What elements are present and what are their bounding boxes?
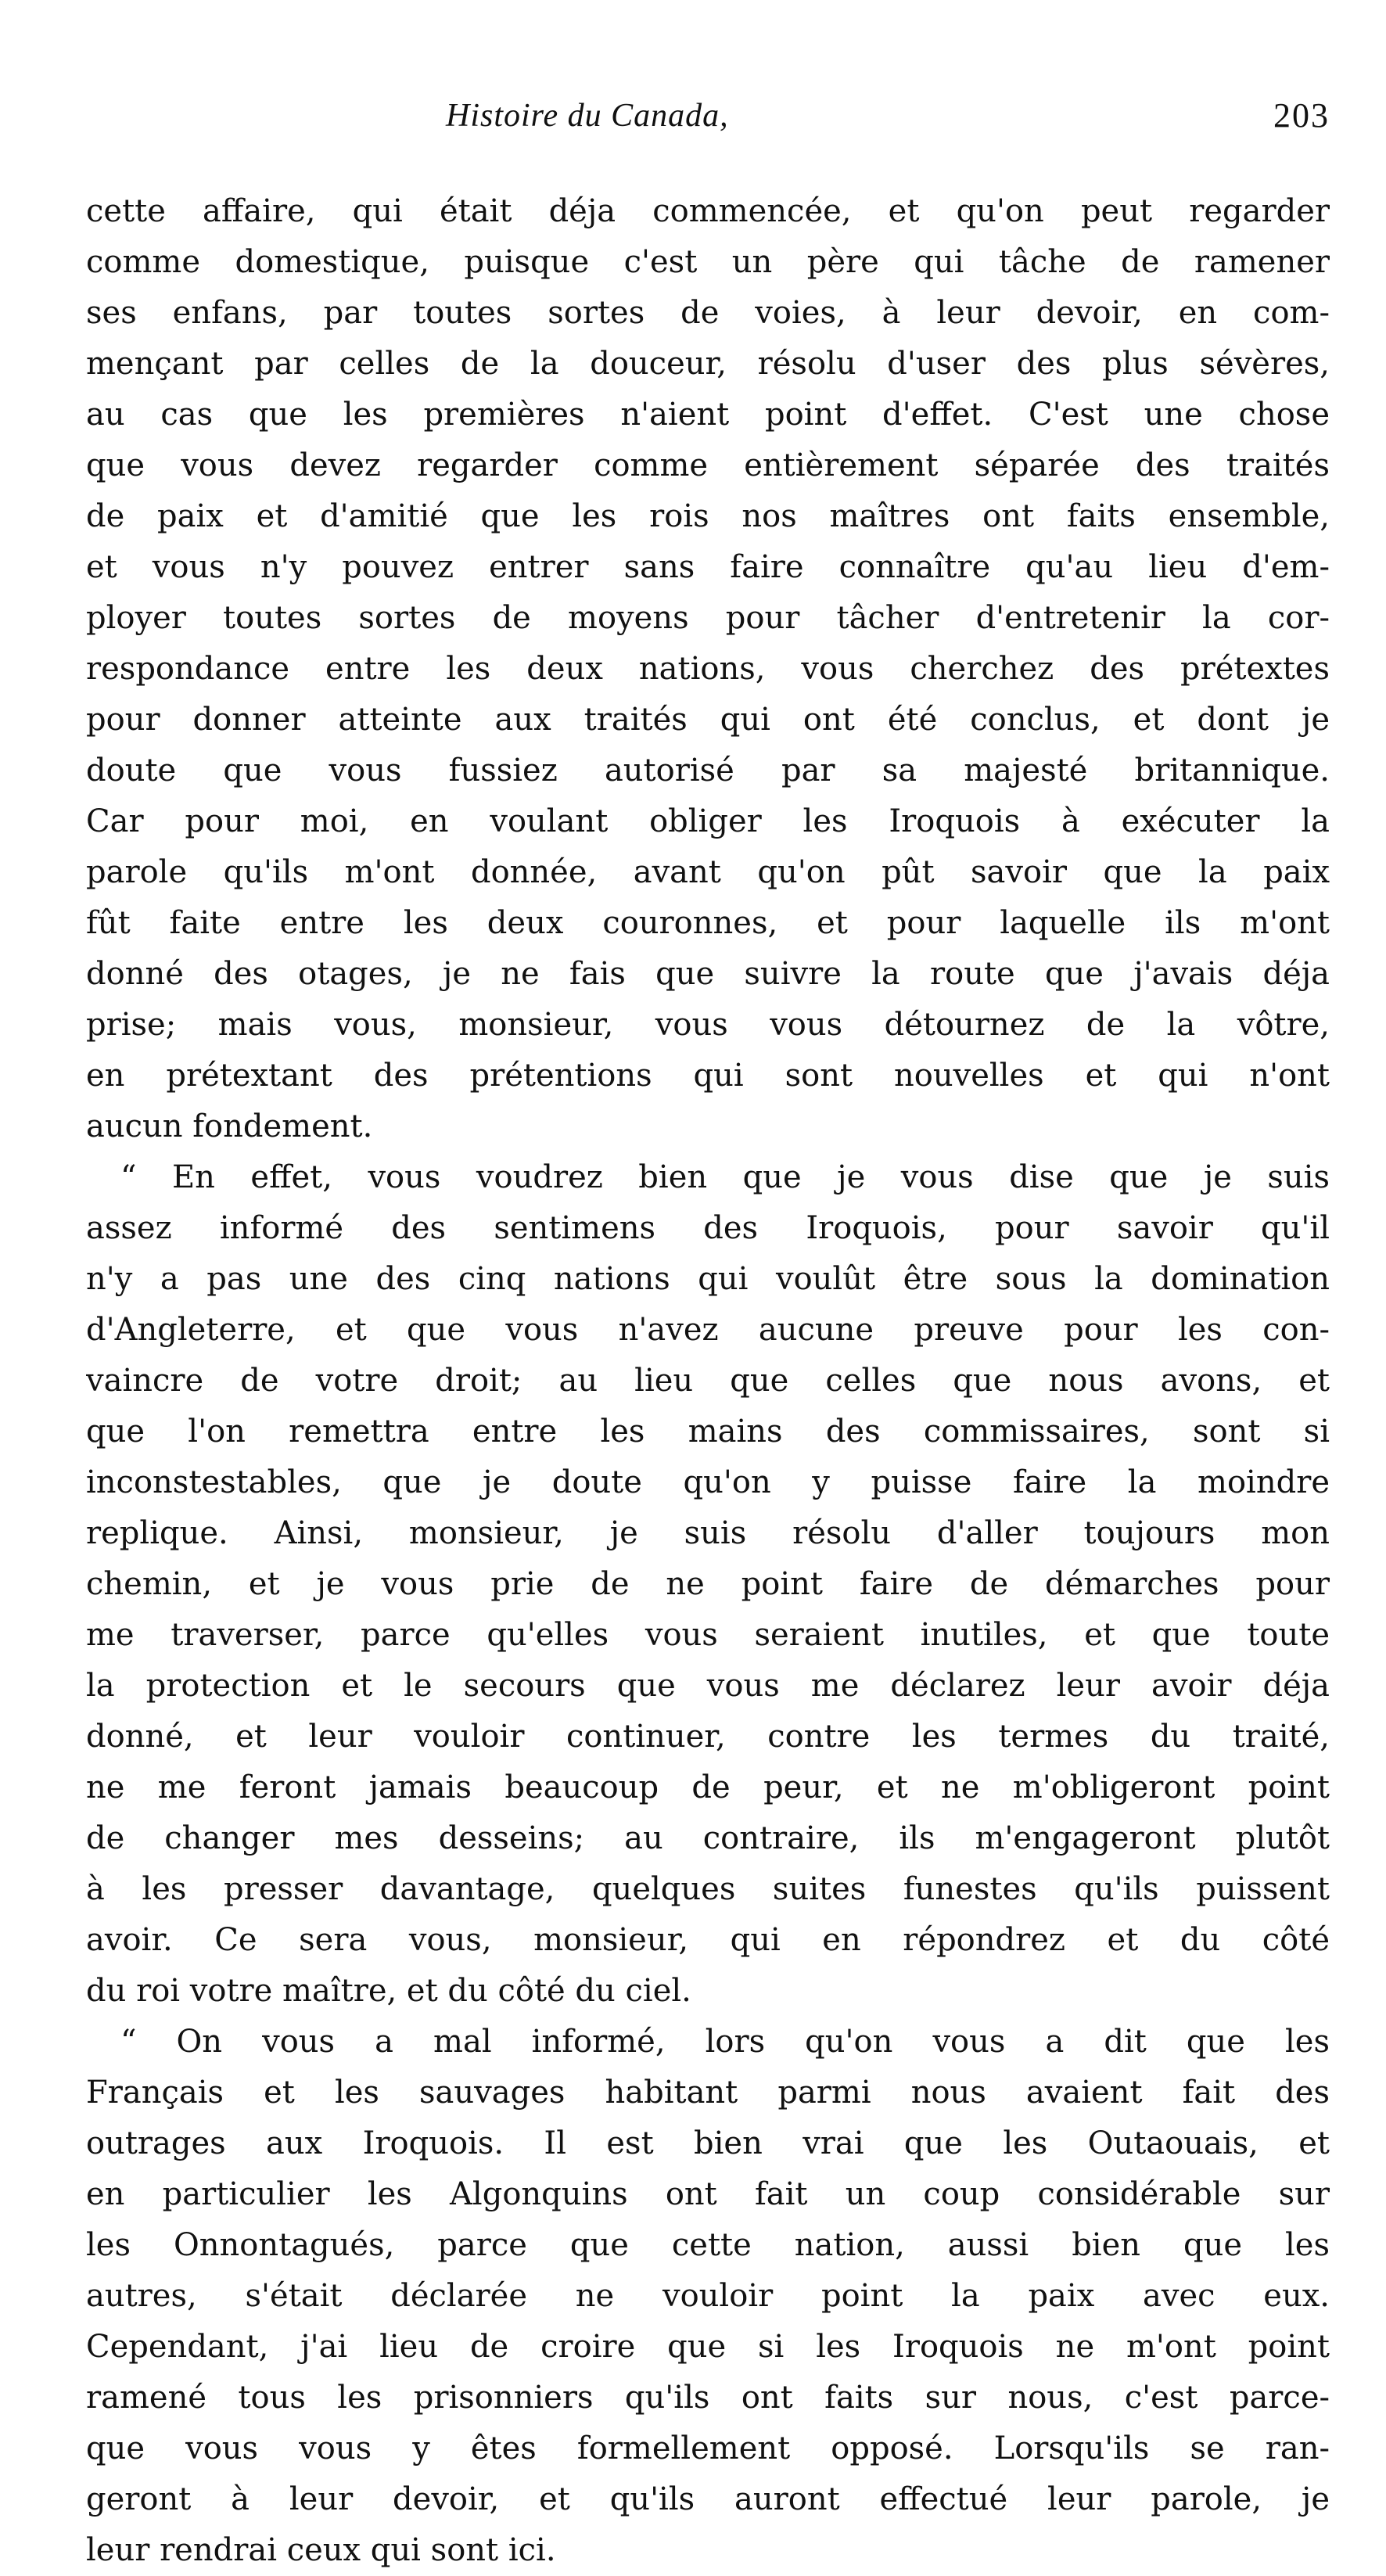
text-line: aucun fondement. [86,1108,373,1144]
text-line: outrages aux Iroquois. Il est bien vrai que les Outaouais, et [86,2125,1330,2161]
text-line: de changer mes desseins; au contraire, ils m'engageront plutôt [86,1820,1330,1856]
text-line: pour donner atteinte aux traités qui ont été conclus, et dont je [86,702,1330,738]
text-line: geront à leur devoir, et qu'ils auront effectué leur parole, je [86,2481,1330,2517]
text-line: et vous n'y pouvez entrer sans faire connaître qu'au lieu d'em- [86,549,1330,585]
text-line: autres, s'était déclarée ne vouloir point la paix avec eux. [86,2278,1330,2314]
text-line: parole qu'ils m'ont donnée, avant qu'on pût savoir que la paix [86,854,1330,890]
text-line: en particulier les Algonquins ont fait un coup considérable sur [86,2176,1330,2212]
text-line: leur rendrai ceux qui sont ici. [86,2532,556,2568]
text-line: assez informé des sentimens des Iroquois, pour savoir qu'il [86,1210,1330,1246]
paragraph [86,1152,1330,2017]
text-line: du roi votre maître, et du côté du ciel. [86,1973,691,2009]
text-line: “ On vous a mal informé, lors qu'on vous a dit que les [120,2024,1330,2060]
text-line: Car pour moi, en voulant obliger les Iroquois à exécuter la [86,803,1330,839]
body-text [86,186,1330,2576]
text-line: avoir. Ce sera vous, monsieur, qui en répondrez et du côté [86,1922,1330,1958]
text-line: la protection et le secours que vous me déclarez leur avoir déja [86,1668,1330,1704]
text-line: replique. Ainsi, monsieur, je suis résolu d'aller toujours mon [86,1515,1330,1551]
text-line: inconstestables, que je doute qu'on y puisse faire la moindre [86,1464,1330,1500]
text-line: Cependant, j'ai lieu de croire que si les Iroquois ne m'ont point [86,2329,1330,2365]
running-title: Histoire du Canada, [446,98,729,134]
text-line: chemin, et je vous prie de ne point faire de démarches pour [86,1566,1330,1602]
text-line: “ En effet, vous voudrez bien que je vous dise que je suis [120,1159,1330,1195]
text-line: Français et les sauvages habitant parmi nous avaient fait des [86,2075,1330,2111]
text-line: doute que vous fussiez autorisé par sa majesté britannique. [86,753,1330,789]
text-line: n'y a pas une des cinq nations qui voulût être sous la domination [86,1261,1330,1297]
running-head [86,92,1330,139]
text-line: à les presser davantage, quelques suites funestes qu'ils puissent [86,1871,1330,1907]
text-line: que vous vous y êtes formellement opposé. Lorsqu'ils se ran- [86,2430,1330,2466]
paragraph [86,2017,1330,2576]
text-line: ramené tous les prisonniers qu'ils ont faits sur nous, c'est parce- [86,2380,1330,2416]
text-line: ses enfans, par toutes sortes de voies, à leur devoir, en com- [86,295,1330,331]
text-line: en prétextant des prétentions qui sont nouvelles et qui n'ont [86,1058,1330,1094]
text-line: vaincre de votre droit; au lieu que celles que nous avons, et [86,1363,1330,1399]
text-line: fût faite entre les deux couronnes, et pour laquelle ils m'ont [86,905,1330,941]
text-line: comme domestique, puisque c'est un père qui tâche de ramener [86,244,1330,280]
text-line: de paix et d'amitié que les rois nos maîtres ont faits ensemble, [86,498,1330,534]
page-number: 203 [1273,96,1330,135]
text-line: mençant par celles de la douceur, résolu d'user des plus sévères, [86,346,1330,382]
text-line: prise; mais vous, monsieur, vous vous détournez de la vôtre, [86,1007,1330,1043]
text-line: au cas que les premières n'aient point d'effet. C'est une chose [86,397,1330,433]
text-line: cette affaire, qui était déja commencée, et qu'on peut regarder [86,193,1330,229]
text-line: donné, et leur vouloir continuer, contre les termes du traité, [86,1719,1330,1755]
text-line: donné des otages, je ne fais que suivre la route que j'avais déja [86,956,1330,992]
text-line: que l'on remettra entre les mains des commissaires, sont si [86,1414,1330,1450]
paragraph [86,186,1330,1152]
text-line: d'Angleterre, et que vous n'avez aucune preuve pour les con- [86,1312,1330,1348]
text-line: les Onnontagués, parce que cette nation, aussi bien que les [86,2227,1330,2263]
text-line: ne me feront jamais beaucoup de peur, et ne m'obligeront point [86,1769,1330,1805]
text-line: que vous devez regarder comme entièrement séparée des traités [86,447,1330,483]
text-line: ployer toutes sortes de moyens pour tâcher d'entretenir la cor- [86,600,1330,636]
text-line: me traverser, parce qu'elles vous seraient inutiles, et que toute [86,1617,1330,1653]
text-line: respondance entre les deux nations, vous cherchez des prétextes [86,651,1330,687]
